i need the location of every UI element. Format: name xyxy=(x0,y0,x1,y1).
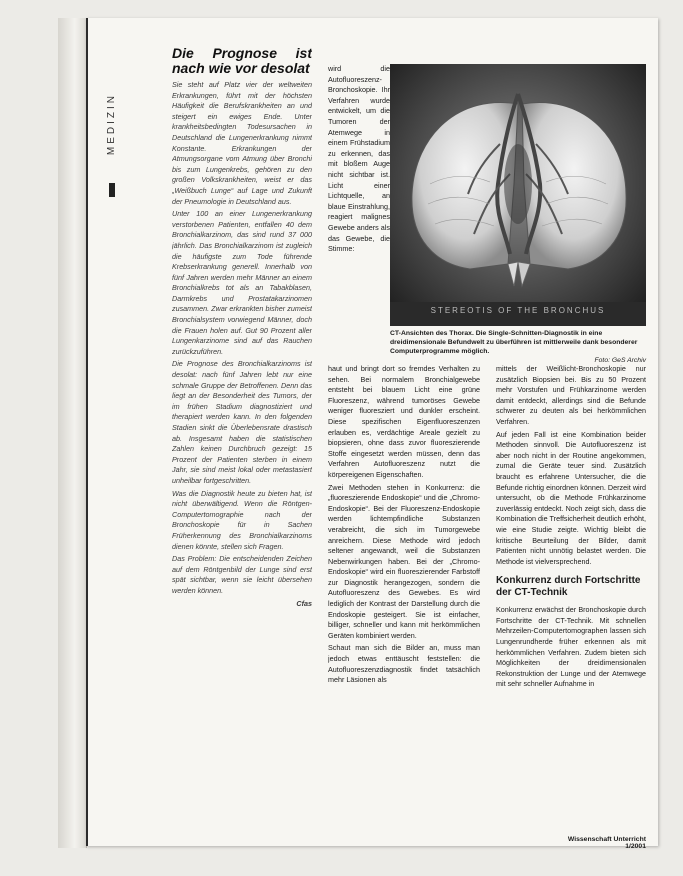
article-column-top xyxy=(328,64,390,364)
article-column-3 xyxy=(496,364,646,840)
article-paragraph: Schaut man sich die Bilder an, muss man jedoch etwas enttäuscht feststellen: die Autofluoreszenzdiagnostik findet tatsächlich mehr Läsionen als xyxy=(328,643,480,685)
sidebar-author: Cfas xyxy=(296,598,312,608)
sidebar-paragraph: Was die Diagnostik heute zu bieten hat, ist nicht überwältigend. Wenn die Röntgen-Computertomographie nach der Bronchoskopie für in Sachen Früherkennung des Bronchialkarzinoms dienen könnte, stellen sich Fragen. xyxy=(172,488,312,551)
sidebar-headline: Die Prognose ist nach wie vor desolat xyxy=(172,46,312,76)
page-footer: Wissenschaft Unterricht 1/2001 xyxy=(567,836,646,850)
sidebar-paragraph: Das Problem: Die entscheidenden Zeichen auf dem Röntgenbild der Lunge sind erst spät sichtbar, wenn sie leicht übersehen werden können. xyxy=(172,554,312,595)
photo-credit: Foto: GeS Archiv xyxy=(594,357,646,364)
article-paragraph: haut und bringt dort so fremdes Verhalten zu sehen. Bei normalem Bronchialgewebe entsteht bei blauem Licht eine grüne Fluoreszenz, während tumoröses Gewebe weniger fluoresziert und dunkler erscheint. Diese spezifischen Eigenfluoreszenzen erlauben es, verdächtige Areale gezielt zu biopsieren, ohne dass zuvor fluoreszierende Stoffe eingesetzt werden müssen, denn das Verfahren Autofluoreszenz nutzt die körpereigenen Eigenschaften. xyxy=(328,364,480,479)
book-binding xyxy=(58,18,87,848)
sidebar-paragraph: Die Prognose des Bronchialkarzinoms ist desolat: nach fünf Jahren lebt nur eine schmale Gruppe der Betroffenen. Denn das liegt an der Besonderheit des Tumors, der im frühen Stadium diagnostiziert und therapiert werden kann. In den folgenden Stadien sinkt die Überlebensrate drastisch ab. Insgesamt haben die statistischen Zahlen keinen Durchbruch gezeigt: 15 Prozent der Patienten sterben in einem Jahr, sie sind meist lokal oder metastasiert unheilbar fortgeschritten. xyxy=(172,359,312,485)
article-column-2 xyxy=(328,364,480,834)
page-left-rule xyxy=(86,18,88,846)
article-paragraph: wird die Autofluoreszenz-Bronchoskopie. Ihr Verfahren wurde entwickelt, um die Tumoren der Atemwege in einem Frühstadium zu erkennen, das mit bloßem Auge nicht sichtbar ist. Licht einer Lichtquelle, an blaue Einstrahlung, reagiert malignes Gewebe anders als das Gewebe, die Stimme: xyxy=(328,64,390,254)
caption-text: CT-Ansichten des Thorax. Die Single-Schnitten-Diagnostik in eine dreidimensionale Befundwelt zu überführen ist mittlerweile dank besonderer Computerprogramme möglich. xyxy=(390,330,638,355)
sidebar-box xyxy=(172,46,312,836)
image-overlay-text: STEREOTIS OF THE BRONCHUS xyxy=(430,306,606,315)
article-subheading: Konkurrenz durch Fortschritte der CT-Technik xyxy=(496,575,641,599)
article-paragraph: Auf jeden Fall ist eine Kombination beider Methoden sinnvoll. Die Autofluoreszenz ist aber noch nicht in der Routine angekommen, zumal die Geräte teuer sind. Zusätzlich braucht es erfahrene Untersucher, die die Befunde richtig einordnen können. Derzeit wird untersucht, ob die Methode Frühkarzinome zuverlässig entdeckt. Noch zeigt sich, dass die Kombination die Treffsicherheit deutlich erhöht, wie eine Studie zeigte. Wichtig bleibt die kritische Beurteilung der Bilder, damit Patienten nicht unnötig belastet werden. Die Methode ist vielversprechend. xyxy=(496,429,646,566)
section-label: MEDIZIN xyxy=(106,93,117,156)
magazine-page xyxy=(86,18,658,850)
section-marker xyxy=(109,183,115,197)
article-paragraph: mittels der Weißlicht-Bronchoskopie nur zusätzlich Biopsien bei. Bis zu 50 Prozent mehr Vorstufen und Frühkarzinome werden damit entdeckt, allerdings sind die Befunde schwerer zu deuten als bei herkömmlichen Verfahren. xyxy=(496,364,646,426)
article-paragraph: Zwei Methoden stehen in Konkurrenz: die „fluoreszierende Endoskopie“ und die „Chromo-Endoskopie“. Bei der Fluoreszenz-Endoskopie werden lichtempfindliche Substanzen verabreicht, die sich im Tumorgewebe anreichern. Diese Methode wird jedoch seltener angewandt, weil die Substanzen Nebenwirkungen haben. Bei der „Chromo-Endoskopie“ wird ein fluoreszierender Farbstoff zur Diagnostik herangezogen, sondern die Autofluoreszenz des Gewebes. Es wird lediglich der Kontrast der Darstellung durch die Endoskopie gesteigert. Sie ist einfacher, billiger, schneller und kann mit herkömmlichen Geräten kombiniert werden. xyxy=(328,482,480,640)
sidebar-paragraph: Unter 100 an einer Lungenerkrankung verstorbenen Patienten, entfallen 40 dem Bronchialkarzinom, das sind rund 37 000 jährlich. Das Bronchialkarzinom ist zugleich die häufigste zum Tode führende Krebserkrankung generell. Innerhalb von fünf Jahren werden mehr Männer an einem Bronchialkrebs tot als an Tabakblasen, Darmkrebs und Prostatakarzinomen zusammen. Zwar erkrankten bisher zumeist Bronchialsystem vorwiegend Männer, doch die Frauen holen auf. Gut 90 Prozent aller Lungenkarzinome sind auf das Rauchen zurückzuführen. xyxy=(172,209,312,356)
article-paragraph: Konkurrenz erwächst der Bronchoskopie durch Fortschritte der CT-Technik. Mit schnellen Mehrzeilen-Computertomographen lassen sich Lungenrundherde früher erkennen als mit herkömmlichen Verfahren. Zudem bieten sich Möglichkeiten der dreidimensionalen Rekonstruktion der Lunge und der Atemwege mit sehr schneller Aufnahme in xyxy=(496,605,646,689)
ct-thorax-image xyxy=(390,64,646,326)
sidebar-paragraph: Sie steht auf Platz vier der weltweiten Erkrankungen, führt mit der höchsten Häufigkeit die Berufskrankheiten an und steigert ein ewiges Ende. Unter krankheitsbedingten Todesursachen in Deutschland die Lungenerkrankung nimmt Konstante. Erkrankungen der Atmungsorgane vom Atmung über Bronchi bis zum Lungenkrebs, gehören zu den großen Volkskrankheiten, weist er das „Weißbuch Lunge“ auf Lage und Zukunft der Pneumologie in Deutschland aus. xyxy=(172,80,312,206)
figure-caption xyxy=(390,329,646,365)
